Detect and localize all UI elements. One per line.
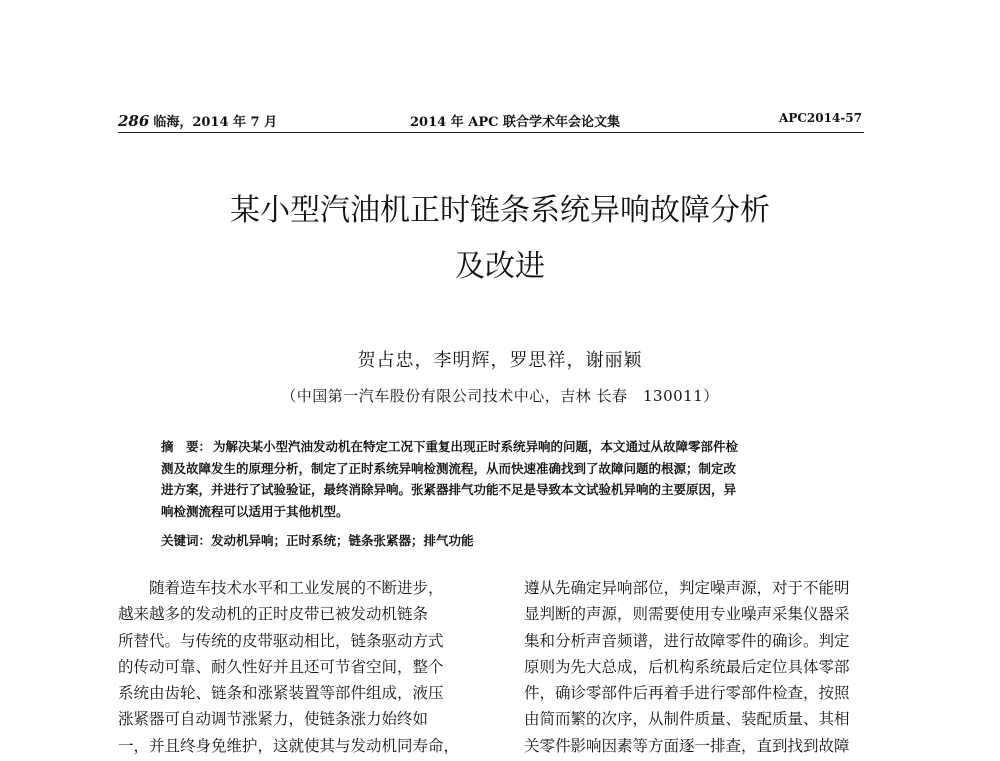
abstract-line: 响检测流程可以适用于其他机型。 bbox=[161, 503, 349, 519]
keywords-label: 关键词： bbox=[161, 533, 212, 548]
header-paper-id: APC2014-57 bbox=[779, 111, 862, 125]
header-rule bbox=[118, 132, 864, 133]
abstract-line: 测及故障发生的原理分析，制定了正时系统异响检测流程，从而快速准确找到了故障问题的根源；制定改 bbox=[161, 460, 737, 476]
body-line: 原则为先大总成，后机构系统最后定位具体零部 bbox=[524, 657, 850, 676]
abstract-line: 摘 要： 为解决某小型汽油发动机在特定工况下重复出现正时系统异响的问题，本文通过从故障零部件检 bbox=[161, 439, 739, 454]
body-line: 所替代。与传统的皮带驱动相比，链条驱动方式 bbox=[118, 631, 444, 650]
body-line: 由简而繁的次序，从制件质量、装配质量、其相 bbox=[524, 710, 850, 729]
abstract-line: 进方案，并进行了试验验证，最终消除异响。张紧器排气功能不足是导致本文试验机异响的主要原因，异 bbox=[161, 482, 737, 497]
keywords bbox=[161, 531, 861, 551]
body-line: 系统由齿轮、链条和涨紧装置等部件组成，液压 bbox=[118, 684, 444, 703]
body-line: 显判断的声源，则需要使用专业噪声采集仪器采 bbox=[524, 605, 850, 624]
body-line: 越来越多的发动机的正时皮带已被发动机链条 bbox=[118, 605, 429, 624]
keywords-text: 发动机异响；正时系统；链条张紧器；排气功能 bbox=[211, 533, 474, 548]
abstract bbox=[161, 436, 861, 522]
header-left bbox=[118, 111, 277, 130]
header-proceedings-title: 2014 年 APC 联合学术年会论文集 bbox=[410, 115, 620, 130]
page-number: 286 bbox=[118, 112, 150, 130]
body-line: 件，确诊零部件后再着手进行零部件检查，按照 bbox=[524, 684, 850, 703]
running-header bbox=[118, 111, 862, 131]
affiliation: （中国第一汽车股份有限公司技术中心，吉林 长春 130011） bbox=[281, 387, 719, 405]
header-location-date: 临海，2014 年 7 月 bbox=[153, 115, 278, 130]
body-line: 涨紧器可自动调节涨紧力，使链条涨力始终如 bbox=[118, 710, 429, 729]
abstract-label: 摘 要： bbox=[161, 439, 212, 454]
body-left-column bbox=[118, 575, 502, 759]
body-line: 随着造车技术水平和工业发展的不断进步， bbox=[149, 579, 444, 597]
body-right-column bbox=[524, 575, 894, 759]
body-line: 遵从先确定异响部位，判定噪声源，对于不能明 bbox=[524, 579, 850, 597]
paper-title-line-2: 及改进 bbox=[455, 249, 545, 284]
body-line: 集和分析声音频谱，进行故障零件的确诊。判定 bbox=[524, 631, 850, 650]
body-line: 一，并且终身免维护，这就使其与发动机同寿命， bbox=[118, 736, 460, 755]
authors: 贺占忠，李明辉，罗思祥，谢丽颖 bbox=[357, 350, 643, 371]
body-line: 关零件影响因素等方面逐一排查，直到找到故障 bbox=[524, 736, 850, 755]
body-line: 的传动可靠、耐久性好并且还可节省空间，整个 bbox=[118, 657, 444, 676]
paper-title-line-1: 某小型汽油机正时链条系统异响故障分析 bbox=[230, 193, 770, 228]
